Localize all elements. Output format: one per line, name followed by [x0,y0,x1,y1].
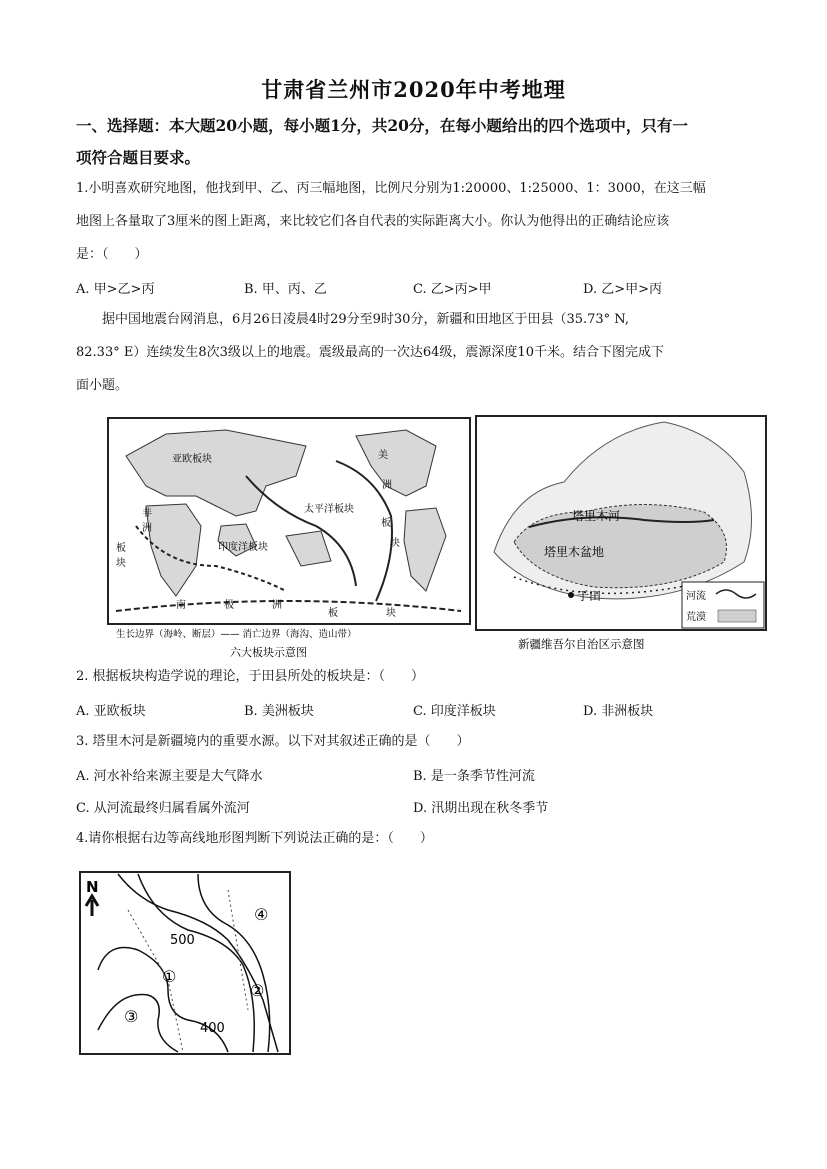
q3-options-row-1 [76,765,756,789]
label-antarctic-4: 板 [328,608,338,619]
label-tarim-river: 塔里木河 [572,509,621,523]
q1-options [76,278,756,302]
label-yutian: 于田 [577,589,602,603]
label-america-3: 板 [381,518,391,529]
label-antarctic-1: 南 [176,600,186,611]
q4-text: 4.请你根据右边等高线地形图判断下列说法正确的是：（ ） [76,831,433,846]
legend-desert-label: 荒漠 [686,612,706,623]
q2-options [76,700,756,724]
q2-option-c: C. 印度洋板块 [413,704,496,719]
label-tarim-basin: 塔里木盆地 [544,545,605,559]
q2-text: 2. 根据板块构造学说的理论，于田县所处的板块是：（ ） [76,669,425,684]
label-antarctic-5: 块 [386,608,396,619]
q2-option-a: A. 亚欧板块 [76,704,146,719]
q1-line-2: 地图上各量取了3厘米的图上距离，来比较它们各自代表的实际距离大小。你认为他得出的正确结论应该 [76,214,670,229]
passage-line-1: 据中国地震台网消息，6月26日凌晨4时29分至9时30分，新疆和田地区于田县（35.73° N, [102,312,629,327]
section-heading-line-2: 项符合题目要求。 [76,148,201,167]
yutian-marker [568,592,574,598]
q3-option-b: B. 是一条季节性河流 [413,769,535,784]
q3-options-row-2 [76,797,756,821]
label-america-4: 块 [390,538,400,549]
label-antarctic-3: 洲 [272,600,282,611]
q1-option-c: C. 乙>丙>甲 [413,282,492,297]
point-3-label: ③ [124,1007,139,1026]
q3-text: 3. 塔里木河是新疆境内的重要水源。以下对其叙述正确的是（ ） [76,734,470,749]
contour-label-500: 500 [170,933,195,948]
contour-map-figure [78,870,296,1058]
label-indian-plate: 印度洋板块 [218,542,268,553]
contour-label-400: 400 [200,1021,225,1036]
q3-option-c: C. 从河流最终归属看属外流河 [76,801,250,816]
page-title: 甘肃省兰州市2020年中考地理 [261,77,566,102]
legend-river-label: 河流 [686,591,706,602]
passage-line-3: 面小题。 [76,378,129,393]
point-2-label: ② [250,981,265,1000]
label-eurasia-plate: 亚欧板块 [172,454,212,465]
q3-option-d: D. 汛期出现在秋冬季节 [413,801,549,816]
label-africa-1: 非 [142,508,152,519]
q1-option-a: A. 甲>乙>丙 [76,282,155,297]
label-africa-2: 洲 [142,523,152,534]
q1-option-d: D. 乙>甲>丙 [583,282,663,297]
label-africa-4: 块 [116,558,126,569]
section-heading-line-1: 一、选择题：本大题20小题，每小题1分，共20分，在每小题给出的四个选项中，只有一 [76,116,688,135]
xinjiang-map-figure [474,402,770,660]
q2-option-b: B. 美洲板块 [244,704,314,719]
label-america-2: 洲 [382,480,392,491]
q1-option-b: B. 甲、丙、乙 [244,282,327,297]
plate-map-figure [106,416,472,660]
q3-option-a: A. 河水补给来源主要是大气降水 [76,769,263,784]
label-africa-3: 板 [116,543,126,554]
legend-desert-symbol [718,610,756,622]
q1-line-3: 是：（ ） [76,247,148,262]
q1-line-1: 1.小明喜欢研究地图，他找到甲、乙、丙三幅地图，比例尺分别为1:20000、1:25000、1：3000，在这三幅 [76,181,706,196]
plate-map-caption: 六大板块示意图 [230,646,307,659]
label-antarctic-2: 极 [224,600,234,611]
label-america-1: 美 [378,450,388,461]
point-4-label: ④ [254,905,269,924]
plate-map-legend: 生长边界（海岭、断层）—— 消亡边界（海沟、造山带） [116,629,357,640]
point-1-label: ① [162,967,177,986]
passage-line-2: 82.33° E）连续发生8次3级以上的地震。震级最高的一次达64级，震源深度10千米。结合下图完成下 [76,345,664,360]
xinjiang-map-caption: 新疆维吾尔自治区示意图 [518,637,645,651]
north-label: N [86,878,99,896]
q2-option-d: D. 非洲板块 [583,704,654,719]
label-pacific-plate: 太平洋板块 [304,504,354,515]
